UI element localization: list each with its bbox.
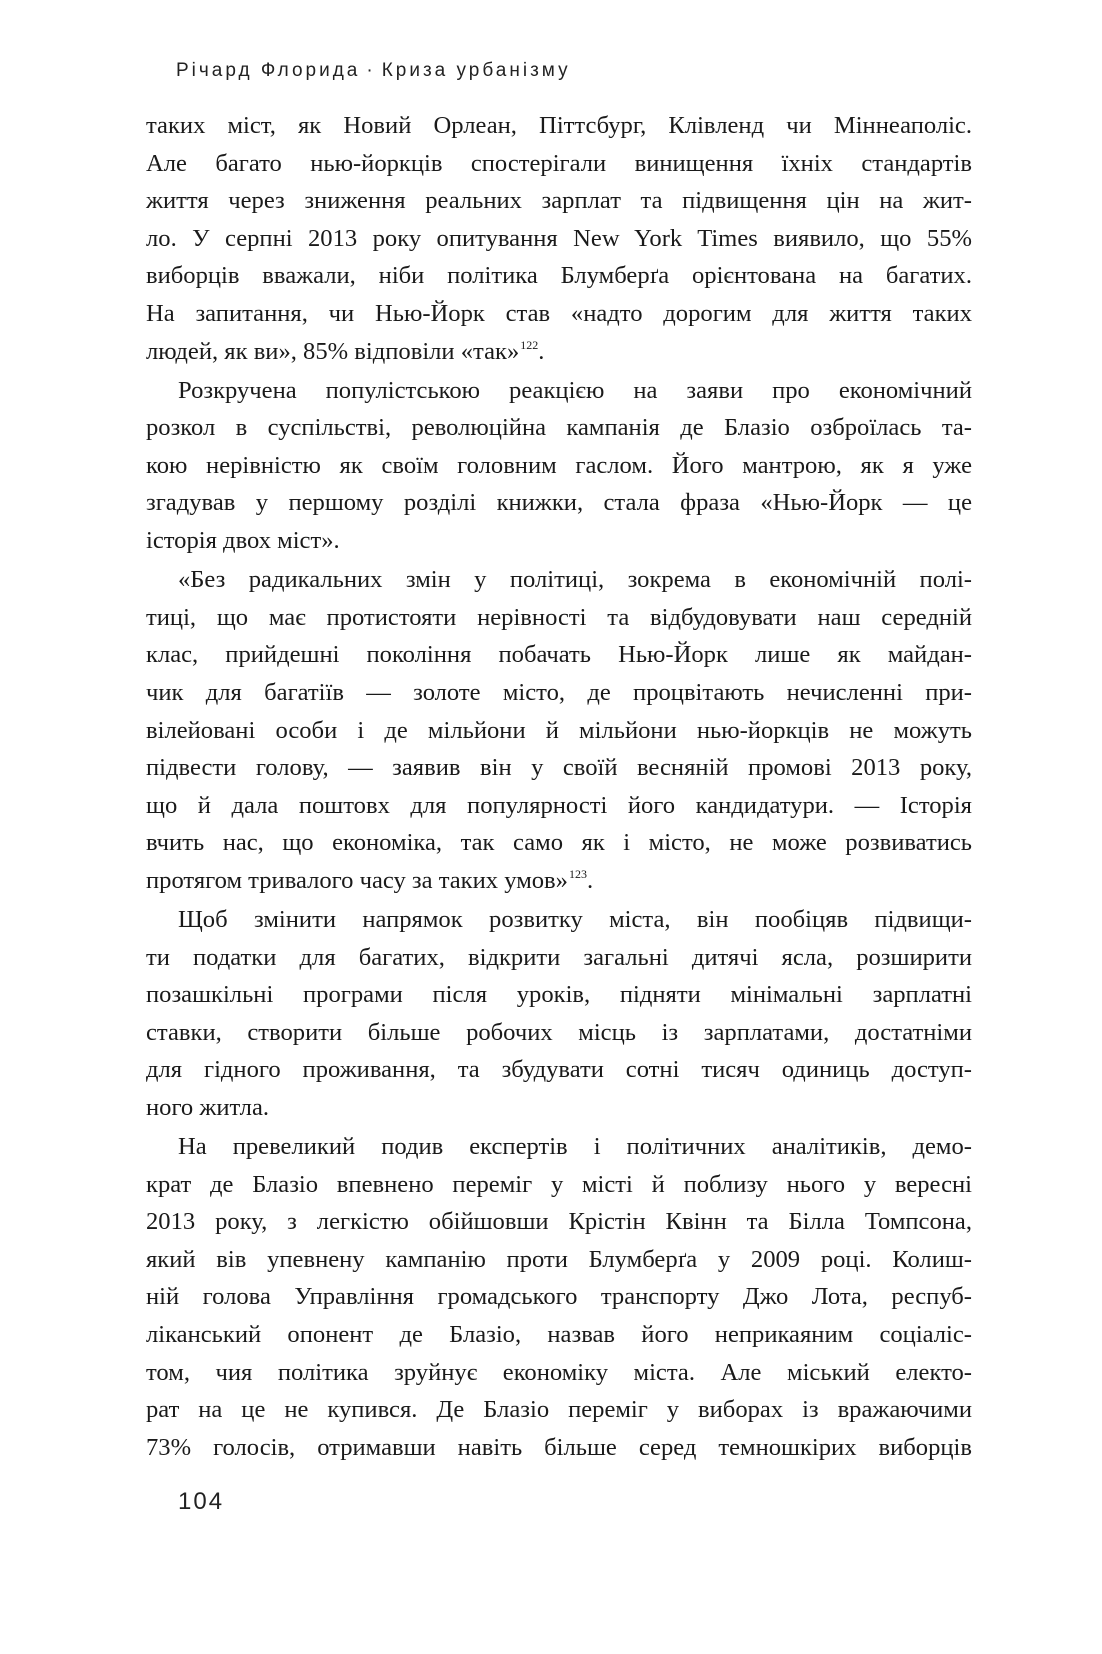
text-line: крат де Блазіо впевнено переміг у місті й поблизу нього у вересні — [146, 1170, 972, 1198]
text-line: таких міст, як Новий Орлеан, Піттсбург, Клівленд чи Міннеаполіс. — [146, 112, 972, 139]
line-tail: . — [538, 337, 545, 365]
text-line: ло. У серпні 2013 року опитування New York Times виявило, що 55% — [146, 224, 972, 252]
text-line: вілейовані особи і де мільйони й мільйони нью-йоркців не можуть — [146, 716, 972, 744]
text-line — [146, 862, 972, 900]
text-line: ти податки для багатих, відкрити загальні дитячі ясла, розширити — [146, 943, 972, 971]
text-line: Але багато нью-йоркців спостерігали винищення їхніх стандартів — [146, 149, 972, 177]
text-line: ного житла. — [146, 1093, 270, 1121]
text-line: На превеликий подив експертів і політичних аналітиків, демо- — [178, 1133, 972, 1161]
text-line: 2013 року, з легкістю обійшовши Крістін Квінн та Білла Томпсона, — [146, 1208, 972, 1236]
text-line-content: протягом тривалого часу за таких умов» — [146, 866, 568, 894]
text-line: підвести голову, — заявив він у своїй весняній промові 2013 року, — [146, 754, 972, 782]
text-line: вчить нас, що економіка, так само як і місто, не може розвиватись — [146, 829, 972, 857]
page-number: 104 — [178, 1488, 225, 1515]
text-line: позашкільні програми після уроків, підняти мінімальні зарплатні — [146, 981, 972, 1009]
text-line: «Без радикальних змін у політиці, зокрема в економічній полі- — [178, 566, 972, 594]
running-head-separator: · — [366, 60, 376, 81]
text-line: На запитання, чи Нью-Йорк став «надто дорогим для життя таких — [146, 299, 972, 327]
text-line: ній голова Управління громадського транспорту Джо Лота, респуб- — [146, 1283, 972, 1311]
text-line-content: людей, як ви», 85% відповіли «так» — [146, 337, 520, 365]
text-line: історія двох міст». — [146, 527, 340, 555]
text-line: 73% голосів, отримавши навіть більше серед темношкірих виборців — [146, 1433, 972, 1461]
running-head — [176, 60, 571, 82]
text-line: згадував у першому розділі книжки, стала фраза «Нью-Йорк — це — [146, 489, 972, 517]
paragraph — [146, 372, 972, 560]
text-line: виборців вважали, ніби політика Блумберґа орієнтована на багатих. — [146, 262, 972, 290]
footnote-ref: 122 — [520, 337, 539, 352]
text-line: клас, прийдешні покоління побачать Нью-Йорк лише як майдан- — [146, 641, 972, 669]
paragraph — [146, 561, 972, 899]
text-line: який вів упевнену кампанію проти Блумберґа у 2009 році. Колиш- — [146, 1245, 972, 1273]
body-text — [146, 107, 972, 1466]
running-head-author: Річард Флорида — [176, 60, 361, 81]
paragraph — [146, 107, 972, 370]
text-line: Щоб змінити напрямок розвитку міста, він пообіцяв підвищи- — [178, 905, 972, 933]
text-line: рат на це не купився. Де Блазіо переміг у виборах із вражаючими — [146, 1396, 972, 1424]
text-line: том, чия політика зруйнує економіку міста. Але міський електо- — [146, 1358, 972, 1386]
text-line: ставки, створити більше робочих місць із зарплатами, достатніми — [146, 1018, 972, 1046]
text-line: життя через зниження реальних зарплат та підвищення цін на жит- — [146, 187, 972, 215]
line-tail: . — [586, 866, 594, 894]
text-line: для гідного проживання, та збудувати сотні тисяч одиниць доступ- — [146, 1056, 972, 1084]
footnote-ref: 123 — [568, 866, 587, 881]
paragraph — [146, 901, 972, 1127]
text-line: ліканський опонент де Блазіо, назвав його неприкаяним соціаліс- — [146, 1321, 972, 1348]
text-line: Розкручена популістською реакцією на заяви про економічний — [178, 376, 972, 404]
text-line — [146, 333, 972, 371]
text-line: розкол в суспільстві, революційна кампанія де Блазіо озброїлась та- — [146, 414, 972, 442]
text-line: чик для багатіїв — золоте місто, де процвітають нечисленні при- — [146, 678, 972, 706]
running-head-title: Криза урбанізму — [381, 60, 571, 81]
text-line: що й дала поштовх для популярності його кандидатури. — Історія — [146, 791, 972, 819]
paragraph — [146, 1128, 972, 1466]
text-line: тиці, що має протистояти нерівності та відбудовувати наш середній — [146, 603, 972, 631]
text-line: кою нерівністю як своїм головним гаслом. Його мантрою, як я уже — [146, 451, 972, 479]
